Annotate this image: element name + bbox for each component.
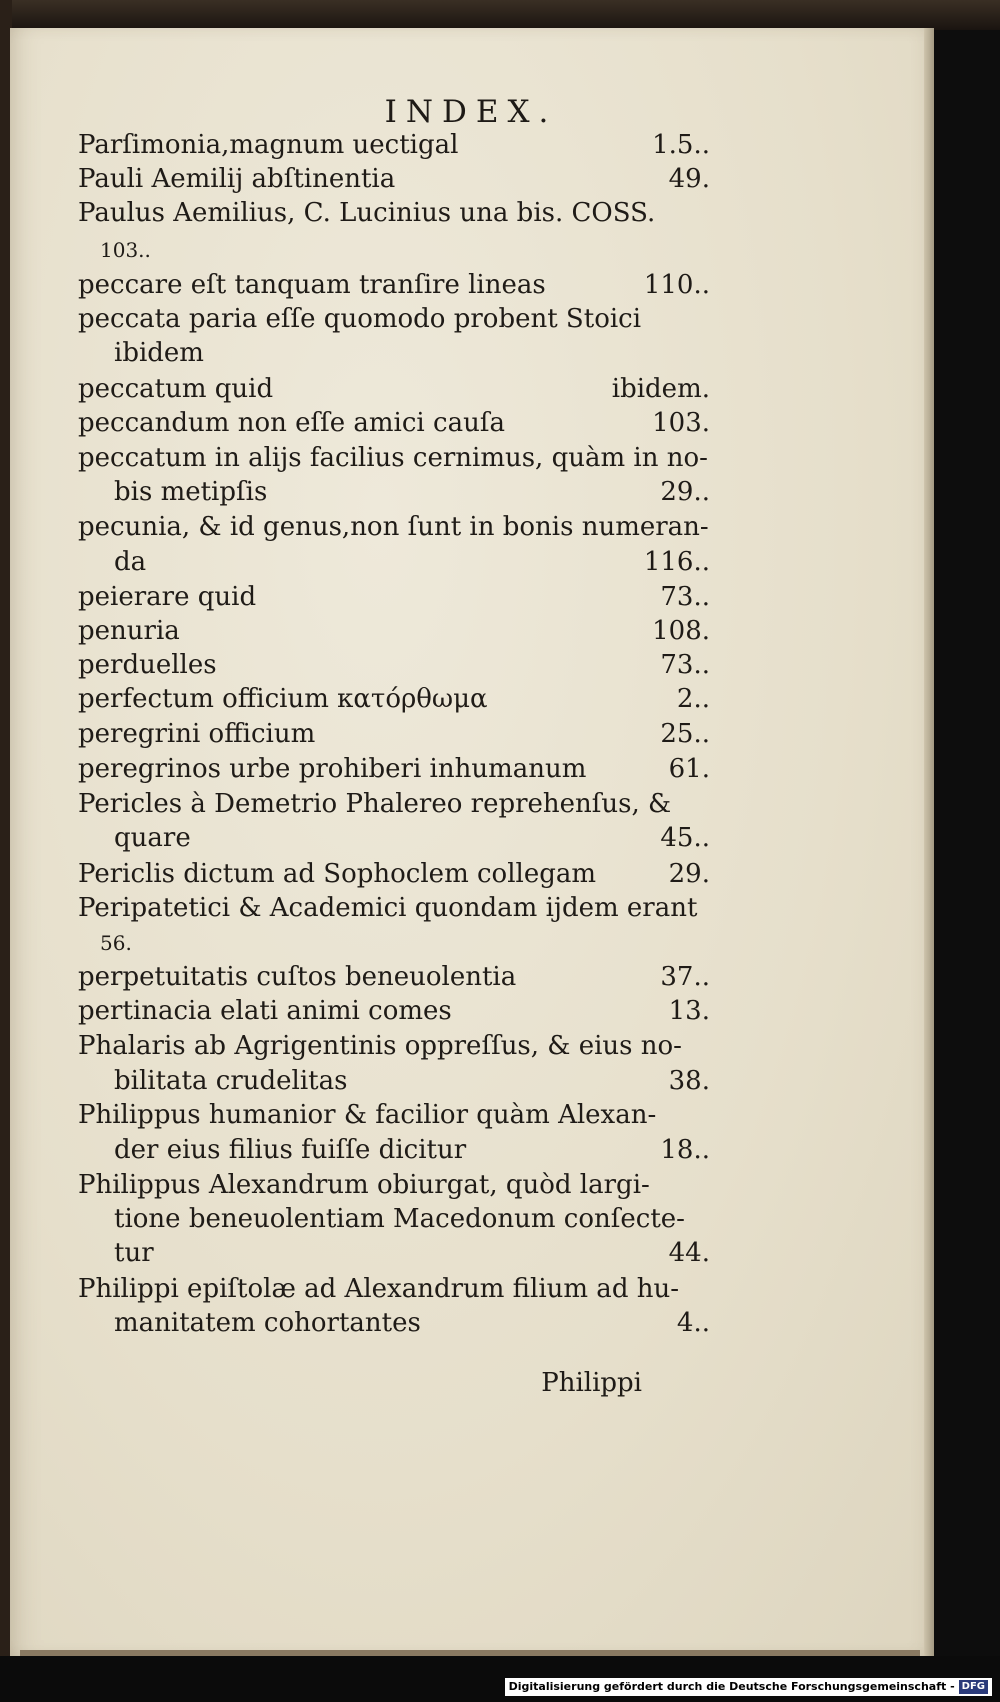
index-entry: peccandum non eſſe amici cauſa 103. (78, 408, 710, 438)
index-entry: Philippi epiſtolæ ad Alexandrum filium ad hu‐ (78, 1274, 679, 1304)
page-fore-edge (924, 28, 934, 1656)
index-entry-continuation: manitatem cohortantes 4.. (114, 1308, 710, 1338)
index-entry: peccatum quid ibidem. (78, 374, 710, 404)
index-entry-continuation: quare 45.. (114, 823, 710, 853)
index-entry: Peripatetici & Academici quondam ijdem erant (78, 893, 698, 923)
index-entry: perfectum officium κατόρθωμα 2.. (78, 684, 710, 714)
index-entry: pertinacia elati animi comes 13. (78, 996, 710, 1026)
index-entry: peregrini officium 25.. (78, 719, 710, 749)
dfg-logo: DFG (959, 1680, 988, 1694)
index-entry: Parſimonia,magnum uectigal 1.5.. (78, 130, 710, 160)
page-heading: INDEX. (384, 94, 558, 130)
index-entry: peierare quid 73.. (78, 582, 710, 612)
index-entry: Pauli Aemilij abſtinentia 49. (78, 164, 710, 194)
index-entry: perpetuitatis cuſtos beneuolentia 37.. (78, 962, 710, 992)
index-entry: Philippus humanior & facilior quàm Alexan‐ (78, 1100, 657, 1130)
index-entry: peccare eſt tanquam tranſire lineas 110.. (78, 270, 710, 300)
index-entry-continuation: bilitata crudelitas 38. (114, 1066, 710, 1096)
index-entry: pecunia, & id genus,non ſunt in bonis numeran‐ (78, 512, 709, 542)
index-entry-continuation: 103.. (100, 238, 151, 262)
index-entry-continuation: 56. (100, 931, 132, 955)
index-entry-continuation: tione beneuolentiam Macedonum conſecte‐ (114, 1204, 685, 1234)
index-entry: Paulus Aemilius, C. Lucinius una bis. COSS. (78, 198, 656, 228)
index-entry: penuria 108. (78, 616, 710, 646)
index-entry: Pericles à Demetrio Phalereo reprehenſus, & (78, 789, 672, 819)
index-entry-continuation: da 116.. (114, 547, 710, 577)
index-entry: peccatum in alijs facilius cernimus, quàm in no‐ (78, 443, 708, 473)
index-entry: perduelles 73.. (78, 650, 710, 680)
book-page (10, 28, 932, 1656)
book-top-edge (0, 0, 1000, 30)
index-entry: peregrinos urbe prohiberi inhumanum 61. (78, 754, 710, 784)
credit-text: Digitalisierung gefördert durch die Deutsche Forschungsgemeinschaft - (508, 1680, 955, 1693)
index-entry-continuation: bis metipſis 29.. (114, 477, 710, 507)
index-entry: Phalaris ab Agrigentinis oppreſſus, & eius no‐ (78, 1031, 682, 1061)
index-entry-continuation: tur 44. (114, 1238, 710, 1268)
index-entry: Philippus Alexandrum obiurgat, quòd largi‐ (78, 1170, 650, 1200)
digitization-credit (505, 1678, 992, 1696)
index-entry-continuation: ibidem (114, 338, 204, 368)
index-entry-continuation: der eius filius fuiſſe dicitur 18.. (114, 1135, 710, 1165)
index-entry: Periclis dictum ad Sophoclem collegam 29. (78, 859, 710, 889)
index-entry: peccata paria eſſe quomodo probent Stoici (78, 304, 642, 334)
catchword: Philippi (541, 1368, 642, 1398)
